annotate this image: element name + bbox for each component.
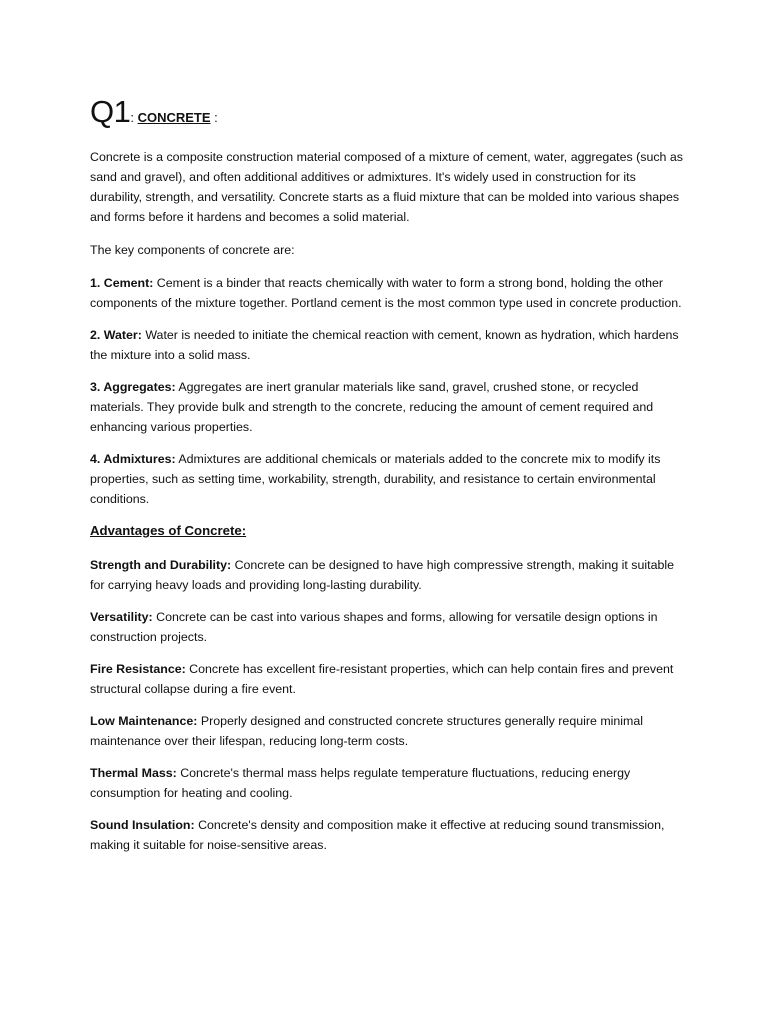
advantage-item-thermal-mass [90,763,690,803]
component-item-aggregates [90,377,690,437]
question-separator: : [130,110,138,125]
advantage-label: Versatility: [90,610,153,624]
advantage-text: Concrete can be designed to have high compressive strength, making it suitable for carrying heavy loads and providing long-lasting durability. [90,558,674,592]
advantage-label: Low Maintenance: [90,714,198,728]
component-label: 2. Water: [90,328,142,342]
advantage-item-low-maintenance [90,711,690,751]
question-number: Q1 [90,94,131,129]
components-intro: The key components of concrete are: [90,243,295,257]
component-label: 3. Aggregates: [90,380,176,394]
advantage-text: Concrete's density and composition make it effective at reducing sound transmission, making it suitable for noise-sensitive areas. [90,818,665,852]
component-label: 1. Cement: [90,276,154,290]
component-item-water [90,325,690,365]
component-item-admixtures [90,449,690,509]
component-text: Aggregates are inert granular materials like sand, gravel, crushed stone, or recycled materials. They provide bulk and strength to the concrete, reducing the amount of cement required and enhancing various properties. [90,380,654,434]
advantage-item-sound-insulation [90,815,690,855]
advantage-item-versatility [90,607,690,647]
component-label: 4. Admixtures: [90,452,176,466]
intro-paragraph: Concrete is a composite construction material composed of a mixture of cement, water, aggregates (such as sand and gravel), and often additional additives or admixtures. It's widely used in construction for its durability, strength, and versatility. Concrete starts as a fluid mixture that can be molded into various shapes and forms before it hardens and becomes a solid material. [90,150,683,224]
advantages-heading: Advantages of Concrete: [90,523,247,538]
component-text: Water is needed to initiate the chemical reaction with cement, known as hydration, which hardens the mixture into a solid mass. [90,328,679,362]
advantage-label: Strength and Durability: [90,558,232,572]
component-item-cement [90,273,690,313]
advantage-item-strength [90,555,690,595]
component-text: Admixtures are additional chemicals or materials added to the concrete mix to modify its properties, such as setting time, workability, strength, durability, and resistance to certain environmental conditions. [90,452,661,506]
advantage-label: Thermal Mass: [90,766,177,780]
advantage-text: Concrete's thermal mass helps regulate temperature fluctuations, reducing energy consumption for heating and cooling. [90,766,631,800]
advantage-text: Concrete can be cast into various shapes and forms, allowing for versatile design options in construction projects. [90,610,658,644]
advantage-text: Concrete has excellent fire-resistant properties, which can help contain fires and prevent structural collapse during a fire event. [90,662,674,696]
question-topic: CONCRETE [137,110,211,125]
component-text: Cement is a binder that reacts chemically with water to form a strong bond, holding the other components of the mixture together. Portland cement is the most common type used in concrete production. [90,276,682,310]
advantage-label: Fire Resistance: [90,662,186,676]
advantage-label: Sound Insulation: [90,818,195,832]
question-heading [90,96,690,127]
document-page [90,96,690,867]
advantage-text: Properly designed and constructed concrete structures generally require minimal maintenance over their lifespan, reducing long-term costs. [90,714,644,748]
question-suffix: : [210,110,218,125]
advantage-item-fire-resistance [90,659,690,699]
